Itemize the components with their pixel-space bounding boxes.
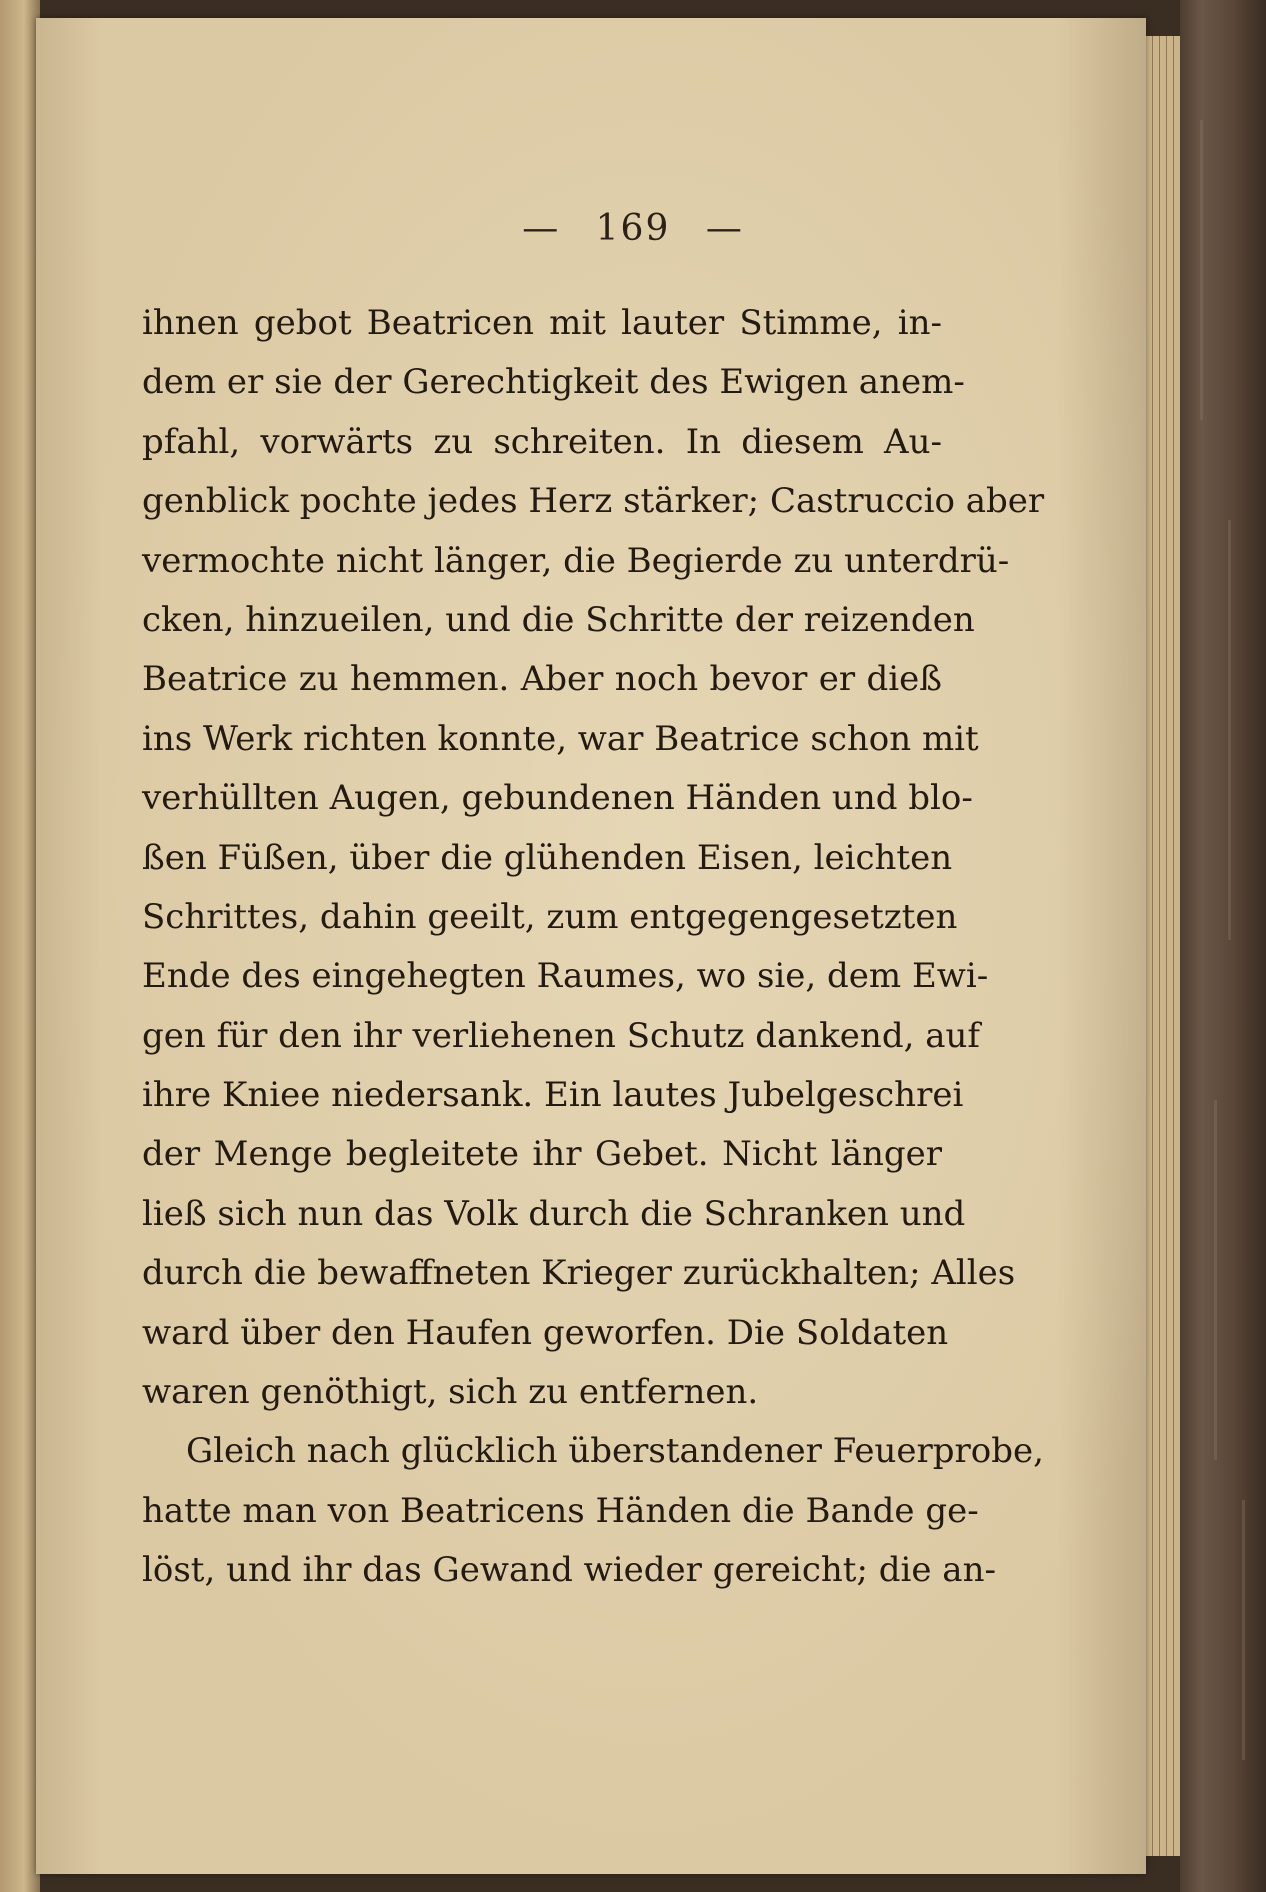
text-line: ihnen gebot Beatricen mit lauter Stimme, in- xyxy=(142,303,942,343)
text-line: hatte man von Beatricens Händen die Bande ge- xyxy=(142,1490,979,1531)
page-stack-edge xyxy=(1167,36,1174,1856)
header-dash-left: — xyxy=(522,208,561,249)
text-line: ward über den Haufen geworfen. Die Soldaten xyxy=(142,1312,949,1353)
page-stack-edge xyxy=(1146,36,1153,1856)
left-page-edge xyxy=(0,0,40,1892)
text-line: cken, hinzueilen, und die Schritte der reizenden xyxy=(142,599,975,640)
text-line: Schrittes, dahin geeilt, zum entgegengesetzten xyxy=(142,896,958,937)
page-stack-edge xyxy=(1153,36,1160,1856)
text-line: ihre Kniee niedersank. Ein lautes Jubelgeschrei xyxy=(142,1075,964,1116)
text-line: löst, und ihr das Gewand wieder gereicht; die an- xyxy=(142,1550,996,1591)
text-line: dem er sie der Gerechtigkeit des Ewigen anem- xyxy=(142,362,965,403)
text-line: ßen Füßen, über die glühenden Eisen, leichten xyxy=(142,837,953,878)
text-line: vermochte nicht länger, die Begierde zu unterdrü- xyxy=(142,540,1010,581)
text-line: durch die bewaffneten Krieger zurückhalten; Alles xyxy=(142,1253,1016,1294)
text-line: der Menge begleitete ihr Gebet. Nicht länger xyxy=(142,1134,942,1175)
text-line: Ende des eingehegten Raumes, wo sie, dem Ewi- xyxy=(142,956,989,997)
page-stack-edge xyxy=(1160,36,1167,1856)
header-dash-right: — xyxy=(705,208,744,249)
text-line: pfahl, vorwärts zu schreiten. In diesem Au- xyxy=(142,421,942,462)
text-line: gen für den ihr verliehenen Schutz dankend, auf xyxy=(142,1015,980,1056)
text-line: ließ sich nun das Volk durch die Schranken und xyxy=(142,1193,966,1234)
text-line: Beatrice zu hemmen. Aber noch bevor er dieß xyxy=(142,659,942,700)
body-text xyxy=(142,294,1045,1601)
book-spine xyxy=(1180,0,1266,1892)
text-line: waren genöthigt, sich zu entfernen. xyxy=(142,1372,759,1413)
page-header xyxy=(0,208,1266,249)
page-number: 169 xyxy=(595,208,671,249)
text-line: ins Werk richten konnte, war Beatrice schon mit xyxy=(142,718,979,759)
paragraph-start-line: Gleich nach glücklich überstandener Feuerprobe, xyxy=(186,1431,1044,1472)
text-line: verhüllten Augen, gebundenen Händen und blo- xyxy=(142,778,973,819)
text-line: genblick pochte jedes Herz stärker; Castruccio aber xyxy=(142,481,1045,522)
